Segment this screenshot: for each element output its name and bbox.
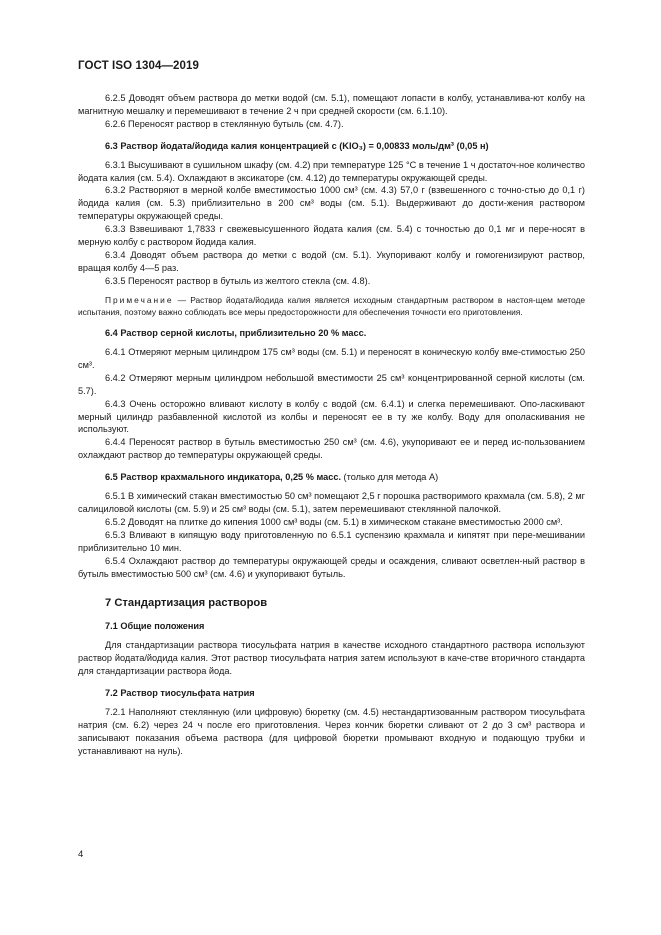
note-text: — Раствор йодата/йодида калия является исходным стандартным раствором в настоя-щем методе испытания, поэтому важно соблюдать все меры предосторожности для обеспечения точности его приготовления.	[78, 294, 585, 317]
page-number: 4	[78, 849, 84, 860]
paragraph-7-2-1: 7.2.1 Наполняют стеклянную (или цифровую) бюретку (см. 4.5) нестандартизованным раствором тиосульфата натрия (см. 6.2) через 24 ч после его приготовления. Через кончик бюретки сливают от 2 до 3 см³ раствора и записывают показания объема раствора (для цифровой бюретки промывают входную и подающую трубки и устанавливают на нуль).	[78, 706, 585, 756]
document-header: ГОСТ ISO 1304—2019	[78, 60, 200, 72]
paragraph-6-2-6: 6.2.6 Переносят раствор в стеклянную бутыль (см. 4.7).	[105, 118, 344, 129]
section-7-heading: 7 Стандартизация растворов	[105, 597, 268, 610]
paragraph-6-5-1: 6.5.1 В химический стакан вместимостью 50 см³ помещают 2,5 г порошка растворимого крахмала (см. 5.8), 2 мг салициловой кислоты (см. 5.9) и 25 см³ воды (см. 5.1), затем перемешивают стеклянной палочкой.	[78, 491, 585, 514]
paragraph-6-4-3: 6.4.3 Очень осторожно вливают кислоту в колбу с водой (см. 6.4.1) и слегка перемешивают. Опо-ласкивают мерный цилиндр разбавленной кислотой из колбы и переносят ее в ту же колбу. Воду для ополаскивания не используют.	[78, 398, 585, 435]
heading-6-5-title: 6.5 Раствор крахмального индикатора, 0,25 % масс.	[105, 472, 341, 483]
paragraph-6-3-5: 6.3.5 Переносят раствор в бутыль из желтого стекла (см. 4.8).	[105, 275, 371, 286]
heading-6-5-method: (только для метода А)	[341, 472, 439, 483]
paragraph-6-4-2: 6.4.2 Отмеряют мерным цилиндром небольшой вместимости 25 см³ концентрированной серной кислоты (см. 5.7).	[78, 372, 585, 396]
paragraph-6-4-1: 6.4.1 Отмеряют мерным цилиндром 175 см³ воды (см. 5.1) и переносят в коническую колбу вме-стимостью 250 см³.	[78, 347, 585, 370]
note-label: Примечание	[105, 294, 174, 305]
paragraph-7-1: Для стандартизации раствора тиосульфата натрия в качестве исходного стандартного раствора используют раствор йодата/йодида калия. Этот раствор тиосульфата натрия затем используют в каче-стве вторичного стандарта для стандартизации раствора йода.	[78, 640, 585, 677]
paragraph-6-5-3: 6.5.3 Вливают в кипящую воду приготовленную по 6.5.1 суспензию крахмала и кипятят при пере-мешивании приблизительно 10 мин.	[78, 529, 585, 553]
heading-6-5	[78, 471, 585, 484]
paragraph-6-5-4: 6.5.4 Охлаждают раствор до температуры окружающей среды и осаждения, сливают осветлен-ный раствор в бутыль вместимостью 500 см³ (см. 4.6) и укупоривают бутыль.	[78, 555, 585, 579]
heading-6-4: 6.4 Раствор серной кислоты, приблизительно 20 % масс.	[105, 328, 367, 339]
paragraph-6-3-1: 6.3.1 Высушивают в сушильном шкафу (см. 4.2) при температуре 125 °С в течение 1 ч достаточ-ное количество йодата калия (см. 5.4). Охлаждают в эксикаторе (см. 4.12) до температуры окружающей среды.	[78, 159, 585, 183]
paragraph-6-3-3: 6.3.3 Взвешивают 1,7833 г свежевысушенного йодата калия (см. 5.4) с точностью до 0,1 мг и пере-носят в мерную колбу с раствором йодида калия.	[78, 224, 585, 248]
paragraph-6-3-4: 6.3.4 Доводят объем раствора до метки с водой (см. 5.1). Укупоривают колбу и гомогенизируют раствор, вращая колбу 4—5 раз.	[78, 249, 585, 273]
heading-7-1: 7.1 Общие положения	[105, 621, 205, 632]
document-body	[78, 92, 585, 758]
heading-7-2: 7.2 Раствор тиосульфата натрия	[105, 688, 255, 699]
paragraph-6-5-2: 6.5.2 Доводят на плитке до кипения 1000 см³ воды (см. 5.1) в химическом стакане вместимостью 2000 см³.	[105, 516, 563, 527]
paragraph-6-3-2: 6.3.2 Растворяют в мерной колбе вместимостью 1000 см³ (см. 4.3) 57,0 г (взвешенного с точно-стью до 0,1 г) йодида калия (см. 5.3) приблизительно в 200 см³ воды (см. 5.1). Выдерживают до дости-жения раствором температуры окружающей среды.	[78, 185, 585, 222]
heading-6-3: 6.3 Раствор йодата/йодида калия концентрацией c (KIO₃) = 0,00833 моль/дм³ (0,05 н)	[105, 140, 489, 151]
note-6-3	[78, 294, 585, 318]
paragraph-6-2-5: 6.2.5 Доводят объем раствора до метки водой (см. 5.1), помещают лопасти в колбу, устанавлива-ют колбу на магнитную мешалку и перемешивают в течение 2 ч при средней скорости (см. 6.1.10).	[78, 93, 585, 116]
paragraph-6-4-4: 6.4.4 Переносят раствор в бутыль вместимостью 250 см³ (см. 4.6), укупоривают ее и перед ис-пользованием охлаждают раствор до температуры окружающей среды.	[78, 437, 585, 461]
